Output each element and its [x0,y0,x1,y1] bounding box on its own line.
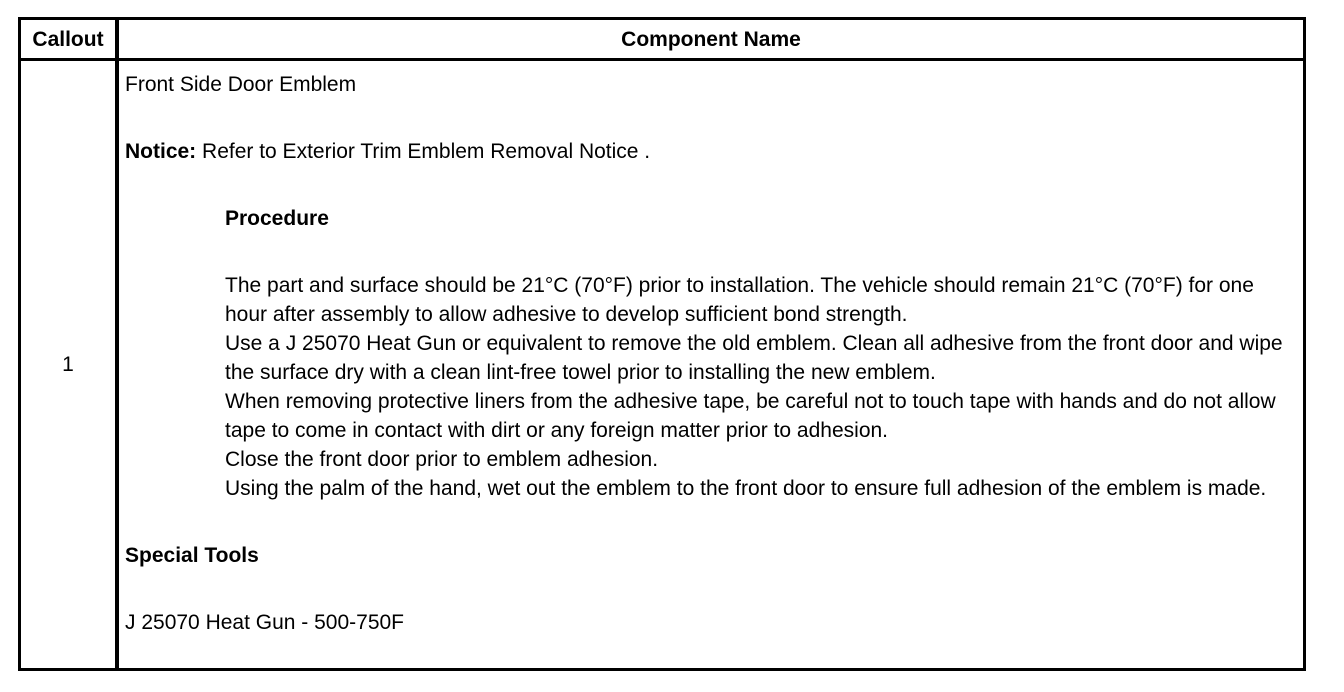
special-tool-item: J 25070 Heat Gun - 500-750F [125,611,405,634]
component-cell [125,70,1293,637]
procedure-heading: Procedure [225,207,329,230]
component-table [18,17,1306,671]
notice [125,137,1293,166]
procedure-step: When removing protective liners from the adhesive tape, be careful not to touch tape with hands and do not allow tape to come in contact with dirt or any foreign matter prior to adhesion. [225,390,1276,442]
notice-text: Refer to Exterior Trim Emblem Removal Notice . [196,140,651,163]
procedure-step: Using the palm of the hand, wet out the emblem to the front door to ensure full adhesion of the emblem is made. [225,477,1267,500]
callout-column-header: Callout [32,28,104,51]
component-title: Front Side Door Emblem [125,73,357,96]
procedure-step: Close the front door prior to emblem adhesion. [225,448,659,471]
procedure-step: Use a J 25070 Heat Gun or equivalent to remove the old emblem. Clean all adhesive from the front door and wipe the surface dry with a clean lint-free towel prior to installing the new emblem. [225,332,1283,384]
special-tools-heading: Special Tools [125,544,259,567]
column-divider [115,20,119,668]
header-divider [21,58,1303,61]
notice-label: Notice: [125,140,197,163]
procedure-steps [125,271,1293,503]
callout-number: 1 [62,353,74,376]
component-name-column-header: Component Name [621,28,801,51]
procedure-step: The part and surface should be 21°C (70°F) prior to installation. The vehicle should remain 21°C (70°F) for one hour after assembly to allow adhesive to develop sufficient bond strength. [225,274,1254,326]
